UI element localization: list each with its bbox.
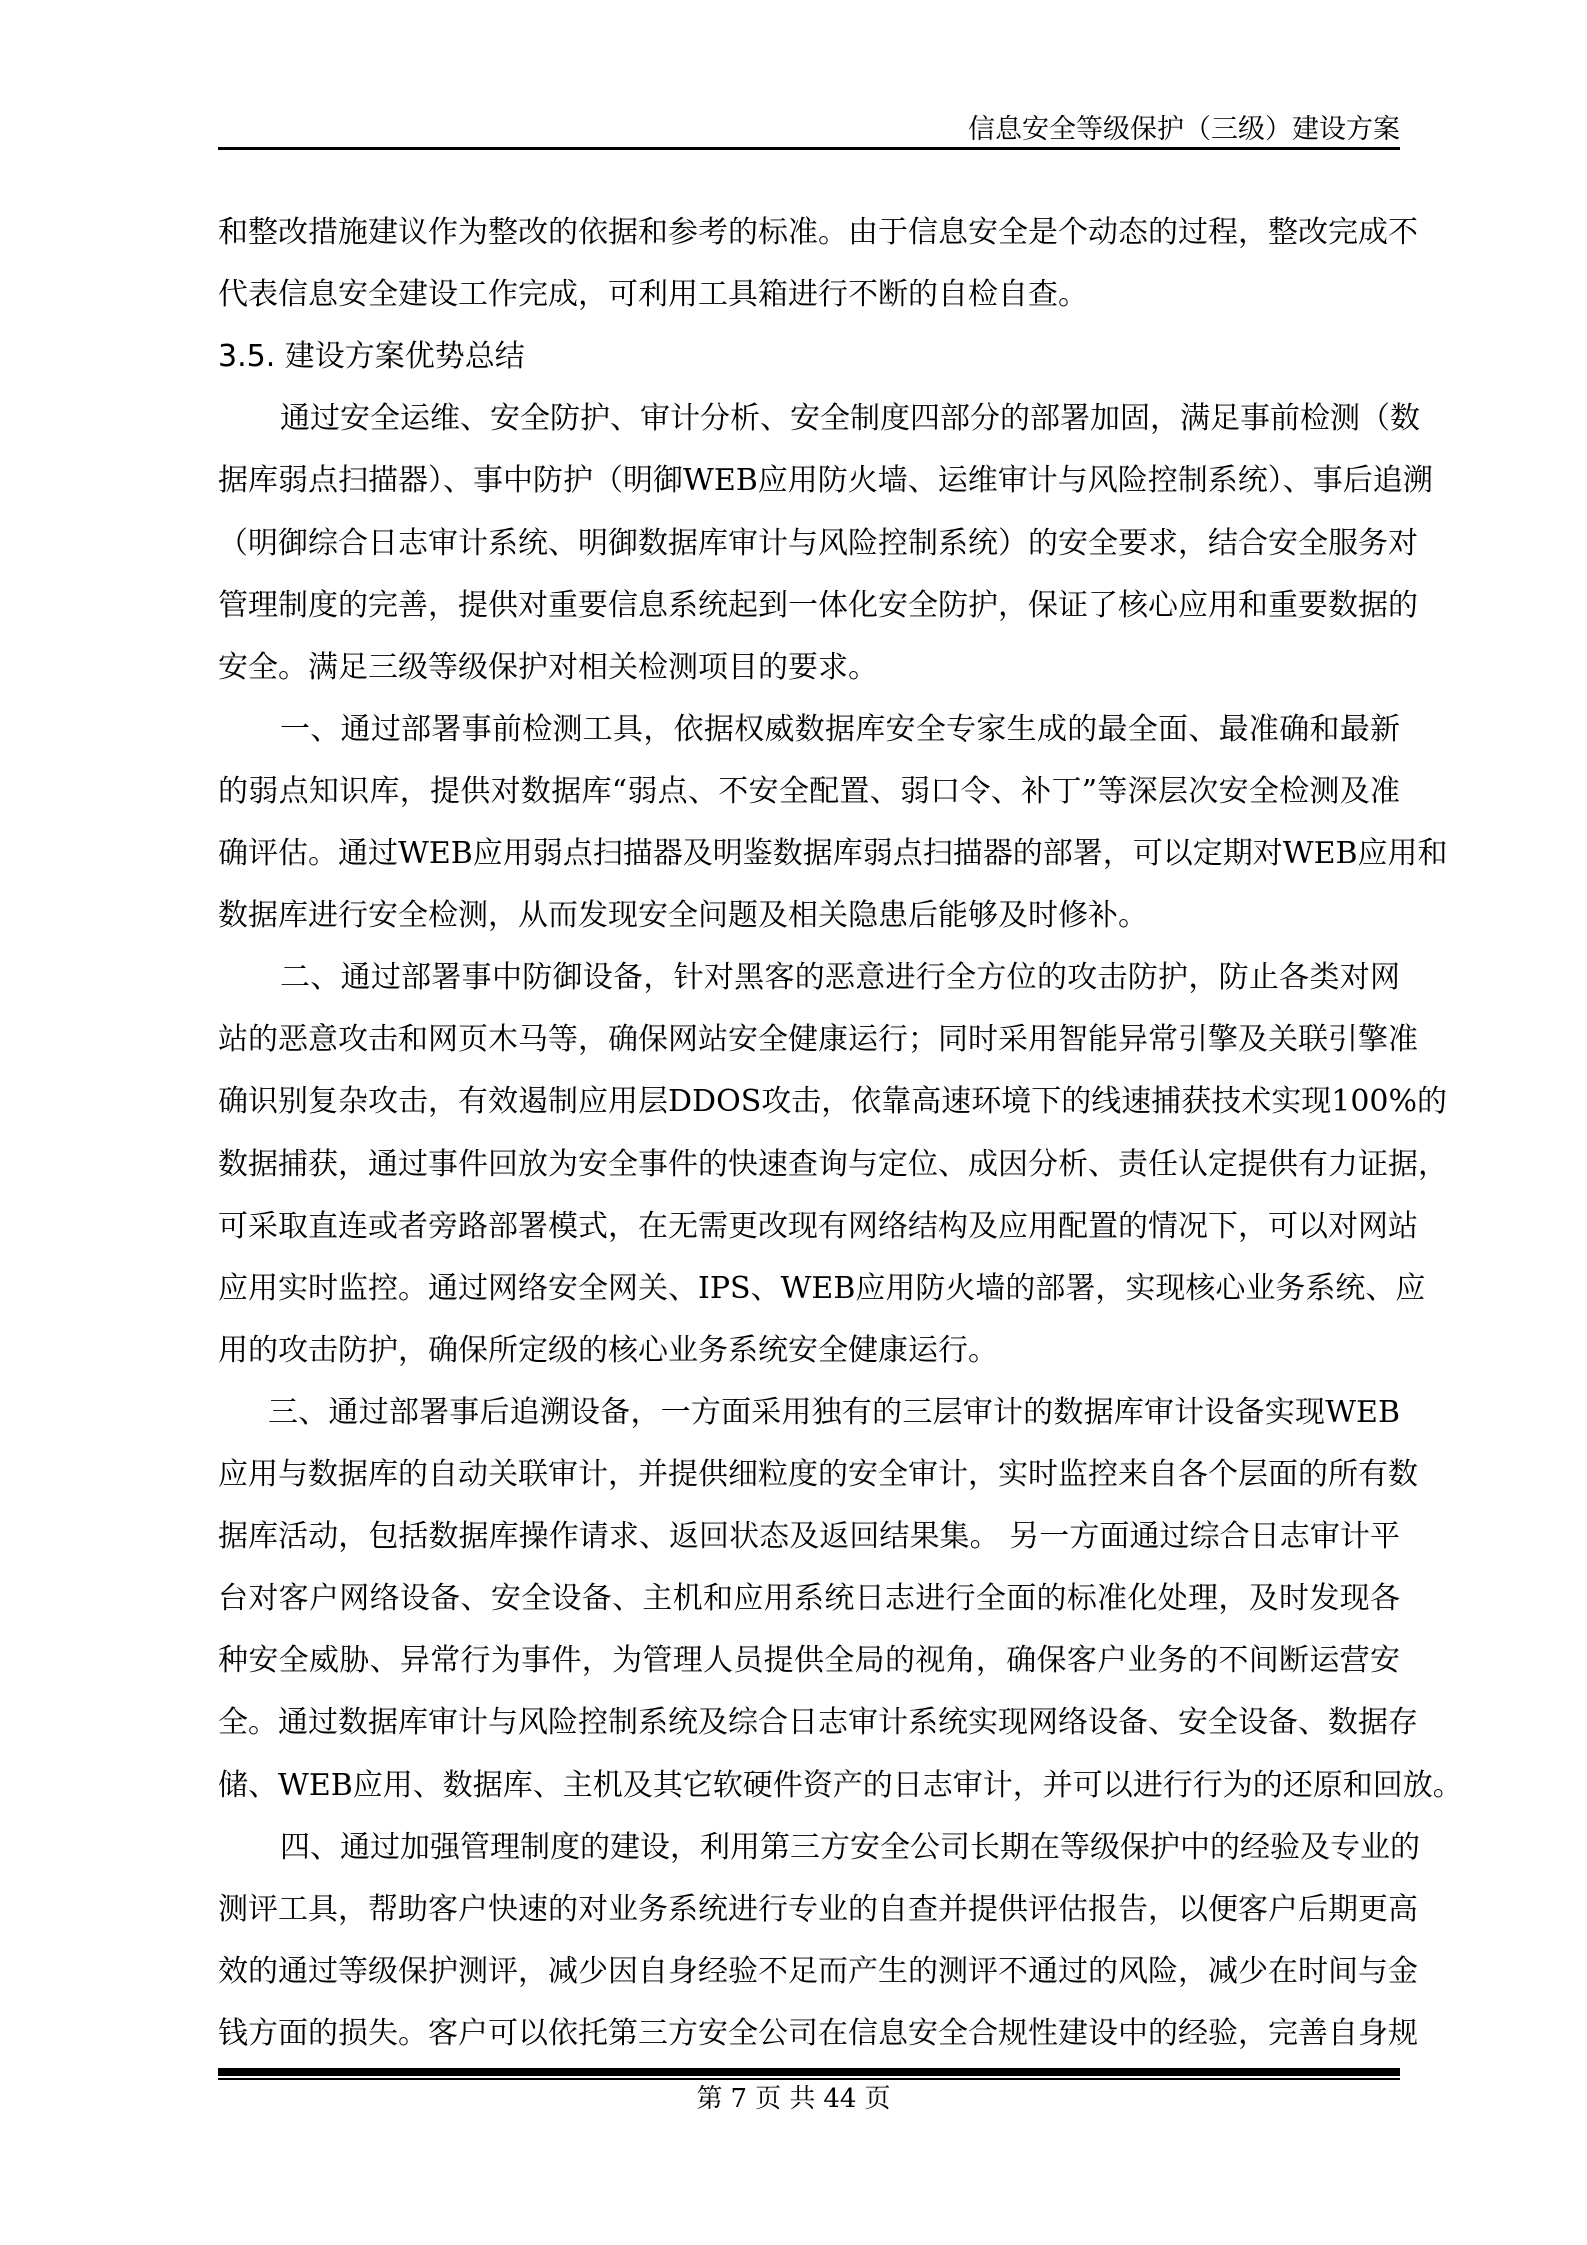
text-line: 代表信息安全建设工作完成，可利用工具箱进行不断的自检自查。 [218,277,1088,313]
text-line: 种安全威胁、异常行为事件，为管理人员提供全局的视角，确保客户业务的不间断运营安 [218,1643,1400,1679]
header-title: 信息安全等级保护（三级）建设方案 [968,114,1400,145]
text-line: 台对客户网络设备、安全设备、主机和应用系统日志进行全面的标准化处理，及时发现各 [218,1581,1400,1617]
section-heading: 3.5. 建设方案优势总结 [218,339,525,375]
text-line: 的弱点知识库，提供对数据库“弱点、不安全配置、弱口令、补丁”等深层次安全检测及准 [218,773,1400,809]
text-line: 一、通过部署事前检测工具，依据权威数据库安全专家生成的最全面、最准确和最新 [280,711,1400,747]
text-line: 和整改措施建议作为整改的依据和参考的标准。由于信息安全是个动态的过程，整改完成不 [218,215,1418,250]
text-line: 确评估。通过WEB应用弱点扫描器及明鉴数据库弱点扫描器的部署，可以定期对WEB应用和 [218,836,1448,871]
text-line: 效的通过等级保护测评，减少因自身经验不足而产生的测评不通过的风险，减少在时间与金 [218,1953,1418,1989]
text-line: 四、通过加强管理制度的建设，利用第三方安全公司长期在等级保护中的经验及专业的 [280,1829,1420,1865]
header-rule [218,147,1400,150]
text-line: 确识别复杂攻击，有效遏制应用层DDOS攻击，依靠高速环境下的线速捕获技术实现100%的 [218,1084,1448,1120]
text-line: 站的恶意攻击和网页木马等，确保网站安全健康运行；同时采用智能异常引擎及关联引擎准 [218,1022,1418,1058]
text-line: 应用与数据库的自动关联审计，并提供细粒度的安全审计，实时监控来自各个层面的所有数 [218,1457,1418,1492]
text-line: 通过安全运维、安全防护、审计分析、安全制度四部分的部署加固，满足事前检测（数 [280,401,1420,437]
text-line: 可采取直连或者旁路部署模式，在无需更改现有网络结构及应用配置的情况下，可以对网站 [218,1208,1418,1244]
text-line: 据库弱点扫描器）、事中防护（明御WEB应用防火墙、运维审计与风险控制系统）、事后追溯 [218,463,1433,499]
text-line: 据库活动，包括数据库操作请求、返回状态及返回结果集。 另一方面通过综合日志审计平 [218,1519,1400,1555]
text-line: 用的攻击防护，确保所定级的核心业务系统安全健康运行。 [218,1332,998,1368]
text-line: 钱方面的损失。客户可以依托第三方安全公司在信息安全合规性建设中的经验，完善自身规 [218,2015,1418,2051]
footer-rule-thin [218,2078,1400,2080]
footer-prefix: 第 [696,2084,723,2114]
footer-rule-thick [218,2068,1400,2076]
text-line: 应用实时监控。通过网络安全网关、IPS、WEB应用防火墙的部署，实现核心业务系统、应 [218,1270,1426,1306]
text-line: （明御综合日志审计系统、明御数据库审计与风险控制系统）的安全要求，结合安全服务对 [218,525,1418,561]
text-line: 数据捕获，通过事件回放为安全事件的快速查询与定位、成因分析、责任认定提供有力证据， [218,1146,1448,1182]
text-line: 二、通过部署事中防御设备，针对黑客的恶意进行全方位的攻击防护，防止各类对网 [280,960,1400,996]
current-page-number: 7 [730,2084,748,2114]
footer-middle: 页 共 [755,2084,816,2114]
text-line: 全。通过数据库审计与风险控制系统及综合日志审计系统实现网络设备、安全设备、数据存 [218,1705,1418,1741]
total-pages-number: 44 [823,2084,857,2114]
text-line: 数据库进行安全检测，从而发现安全问题及相关隐患后能够及时修补。 [218,898,1148,934]
page-footer [0,2082,1587,2116]
text-line: 管理制度的完善，提供对重要信息系统起到一体化安全防护，保证了核心应用和重要数据的 [218,587,1418,623]
text-line: 测评工具，帮助客户快速的对业务系统进行专业的自查并提供评估报告，以便客户后期更高 [218,1891,1418,1927]
footer-suffix: 页 [864,2084,891,2114]
text-line: 安全。满足三级等级保护对相关检测项目的要求。 [218,649,878,685]
text-line: 三、通过部署事后追溯设备，一方面采用独有的三层审计的数据库审计设备实现WEB [268,1394,1400,1430]
text-line: 储、WEB应用、数据库、主机及其它软硬件资产的日志审计，并可以进行行为的还原和回放。 [218,1767,1463,1803]
